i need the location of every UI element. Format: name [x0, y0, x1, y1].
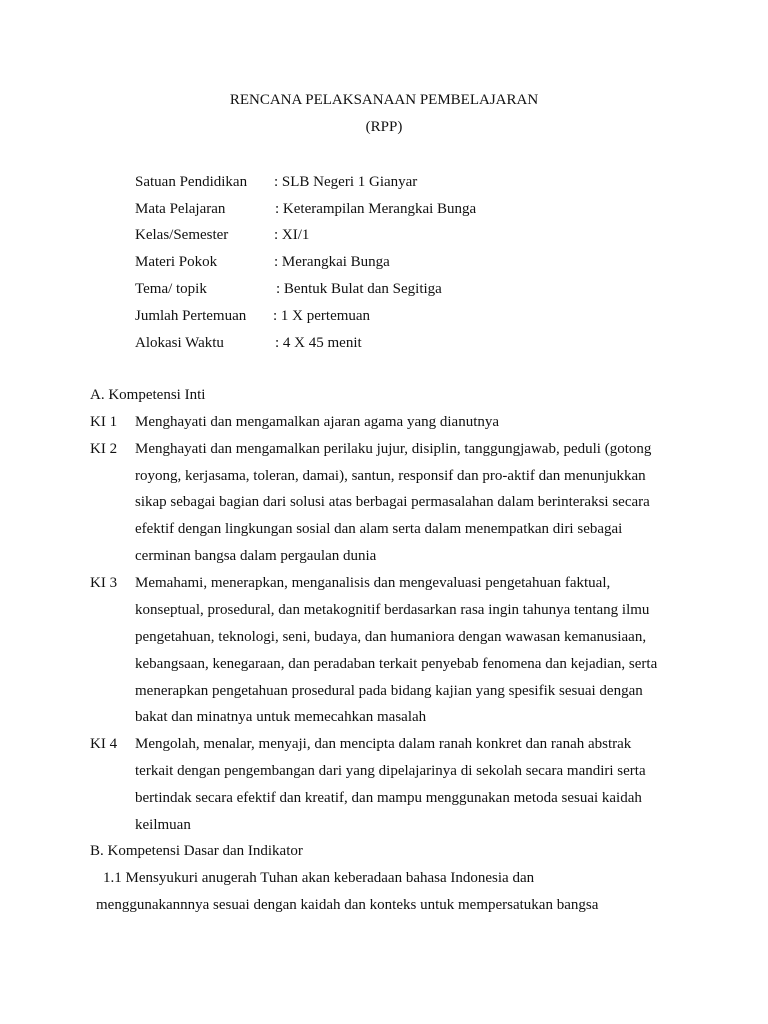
info-label: Satuan Pendidikan: [135, 174, 248, 190]
info-label: Mata Pelajaran: [135, 201, 226, 217]
ki-text-line: konseptual, prosedural, dan metakognitif berdasarkan rasa ingin tahunya tentang ilmu: [135, 602, 650, 618]
info-label: Tema/ topik: [135, 281, 207, 297]
ki-text-line: Memahami, menerapkan, menganalisis dan mengevaluasi pengetahuan faktual,: [135, 575, 611, 591]
kd-text-line: menggunakannnya sesuai dengan kaidah dan konteks untuk mempersatukan bangsa: [96, 897, 599, 913]
section-a-heading: A. Kompetensi Inti: [90, 387, 206, 403]
ki-text-line: Mengolah, menalar, menyaji, dan mencipta dalam ranah konkret dan ranah abstrak: [135, 736, 632, 752]
ki-code: KI 3: [90, 575, 118, 591]
ki-code: KI 1: [90, 414, 118, 430]
info-value: : Merangkai Bunga: [274, 254, 390, 270]
ki-text-line: cerminan bangsa dalam pergaulan dunia: [135, 548, 377, 564]
ki-text-line: terkait dengan pengembangan dari yang dipelajarinya di sekolah secara mandiri serta: [135, 763, 646, 779]
ki-text-line: bakat dan minatnya untuk memecahkan masalah: [135, 709, 427, 725]
ki-text-line: keilmuan: [135, 817, 191, 833]
kd-text-line: 1.1 Mensyukuri anugerah Tuhan akan keberadaan bahasa Indonesia dan: [103, 870, 535, 886]
info-label: Alokasi Waktu: [135, 335, 224, 351]
info-label: Materi Pokok: [135, 254, 218, 270]
document-title: RENCANA PELAKSANAAN PEMBELAJARAN: [229, 92, 539, 108]
ki-text-line: efektif dengan lingkungan sosial dan alam serta dalam menempatkan diri sebagai: [135, 521, 623, 537]
info-value: : XI/1: [274, 227, 310, 243]
ki-text-line: pengetahuan, teknologi, seni, budaya, dan humaniora dengan wawasan kemanusiaan,: [135, 629, 647, 645]
info-value: : Keterampilan Merangkai Bunga: [275, 201, 477, 217]
ki-text-line: Menghayati dan mengamalkan perilaku jujur, disiplin, tanggungjawab, peduli (gotong: [135, 441, 652, 457]
info-value: : 4 X 45 menit: [275, 335, 362, 351]
ki-code: KI 2: [90, 441, 118, 457]
info-value: : SLB Negeri 1 Gianyar: [274, 174, 418, 190]
info-label: Kelas/Semester: [135, 227, 229, 243]
info-value: : 1 X pertemuan: [273, 308, 371, 324]
ki-text-line: sikap sebagai bagian dari solusi atas berbagai permasalahan dalam berinteraksi secara: [135, 494, 650, 510]
info-label: Jumlah Pertemuan: [135, 308, 247, 324]
ki-text-line: kebangsaan, kenegaraan, dan peradaban terkait penyebab fenomena dan kejadian, serta: [135, 656, 658, 672]
ki-code: KI 4: [90, 736, 118, 752]
document-subtitle: (RPP): [365, 119, 403, 135]
ki-text-line: menerapkan pengetahuan prosedural pada bidang kajian yang spesifik sesuai dengan: [135, 683, 643, 699]
ki-text-line: royong, kerjasama, toleran, damai), santun, responsif dan pro-aktif dan menunjukkan: [135, 468, 646, 484]
section-b-heading: B. Kompetensi Dasar dan Indikator: [90, 843, 303, 859]
ki-text-line: bertindak secara efektif dan kreatif, dan mampu menggunakan metoda sesuai kaidah: [135, 790, 642, 806]
info-value: : Bentuk Bulat dan Segitiga: [276, 281, 442, 297]
ki-text-line: Menghayati dan mengamalkan ajaran agama yang dianutnya: [135, 414, 500, 430]
